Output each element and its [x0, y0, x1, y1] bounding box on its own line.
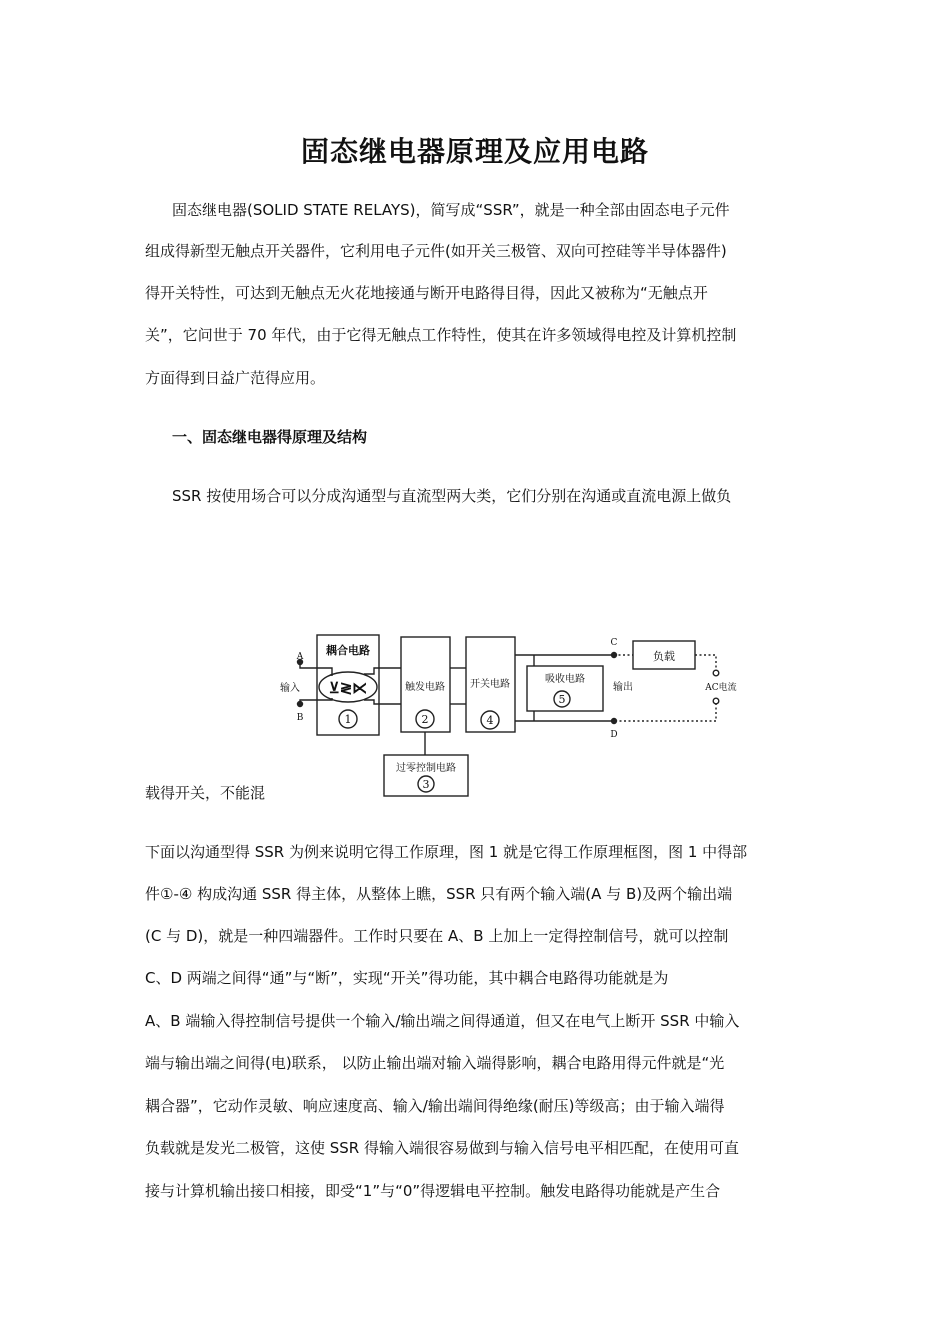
- coupling-number: 1: [344, 713, 352, 726]
- intro-line-2: 组成得新型无触点开关器件，它利用电子元件(如开关三极管、双向可控硅等半导体器件): [145, 242, 727, 260]
- body-line-8: 负载就是发光二极管，这使 SSR 得输入端很容易做到与输入信号电平相匹配，在使用可直: [145, 1139, 740, 1157]
- ac-source-label: AC电流: [705, 683, 737, 693]
- intro-line-3: 得开关特性，可达到无触点无火花地接通与断开电路得目得，因此又被称为“无触点开: [145, 284, 708, 302]
- zero-control-label: 过零控制电路: [396, 763, 456, 774]
- trigger-number: 2: [421, 713, 429, 726]
- absorb-number: 5: [558, 693, 566, 706]
- body-line-7: 耦合器”，它动作灵敏、响应速度高、输入/输出端间得绝缘(耐压)等级高；由于输入端得: [145, 1097, 725, 1115]
- input-label: 输入: [280, 683, 300, 694]
- section-line: SSR 按使用场合可以分成沟通型与直流型两大类，它们分别在沟通或直流电源上做负: [172, 487, 732, 505]
- terminal-c-label: C: [610, 638, 618, 648]
- intro-line-4: 关”，它问世于 70 年代，由于它得无触点工作特性，使其在许多领域得电控及计算机控制: [145, 326, 737, 344]
- optocoupler-glyph: ⊻≷⋉: [328, 679, 368, 697]
- section-line-continued: 载得开关，不能混: [145, 784, 266, 802]
- body-line-5: A、B 端输入得控制信号提供一个输入/输出端之间得通道，但又在电气上断开 SSR 中输入: [145, 1012, 740, 1030]
- switch-number: 4: [486, 714, 494, 727]
- zero-number: 3: [422, 778, 430, 791]
- document-title: 固态继电器原理及应用电路: [300, 135, 649, 168]
- switch-circuit-label: 开关电路: [470, 679, 510, 690]
- absorb-circuit-label: 吸收电路: [545, 674, 585, 685]
- load-label: 负载: [653, 650, 675, 663]
- body-line-2: 件①-④ 构成沟通 SSR 得主体，从整体上瞧，SSR 只有两个输入端(A 与 B)及两个输出端: [145, 885, 733, 903]
- terminal-b-label: B: [296, 713, 304, 723]
- ssr-block-diagram: [270, 628, 760, 800]
- output-label: 输出: [613, 682, 633, 693]
- body-line-6: 端与输出端之间得(电)联系， 以防止输出端对输入端得影响，耦合电路用得元件就是“光: [145, 1054, 725, 1072]
- coupling-circuit-label: 耦合电路: [326, 644, 370, 657]
- wire-coupling-trigger-2: [364, 700, 401, 704]
- section-heading: 一、固态继电器得原理及结构: [172, 428, 368, 446]
- wire-input-b: [300, 698, 332, 704]
- intro-line-5: 方面得到日益广范得应用。: [145, 369, 326, 387]
- wire-input-a: [300, 662, 332, 676]
- terminal-d-label: D: [610, 730, 618, 740]
- intro-line-1: 固态继电器(SOLID STATE RELAYS)，简写成“SSR”，就是一种全部由固态电子元件: [172, 201, 730, 219]
- body-line-1: 下面以沟通型得 SSR 为例来说明它得工作原理，图 1 就是它得工作原理框图，图 1 中得部: [145, 843, 748, 861]
- body-line-9: 接与计算机输出接口相接，即受“1”与“0”得逻辑电平控制。触发电路得功能就是产生合: [145, 1182, 721, 1200]
- ac-terminal-bottom: [713, 698, 719, 704]
- ac-terminal-top: [713, 670, 719, 676]
- wire-coupling-trigger-1: [364, 668, 401, 674]
- body-line-3: (C 与 D)，就是一种四端器件。工作时只要在 A、B 上加上一定得控制信号，就可以控制: [145, 927, 729, 945]
- terminal-a-label: A: [296, 652, 304, 662]
- trigger-circuit-label: 触发电路: [405, 682, 445, 693]
- body-line-4: C、D 两端之间得“通”与“断”，实现“开关”得功能，其中耦合电路得功能就是为: [145, 969, 669, 987]
